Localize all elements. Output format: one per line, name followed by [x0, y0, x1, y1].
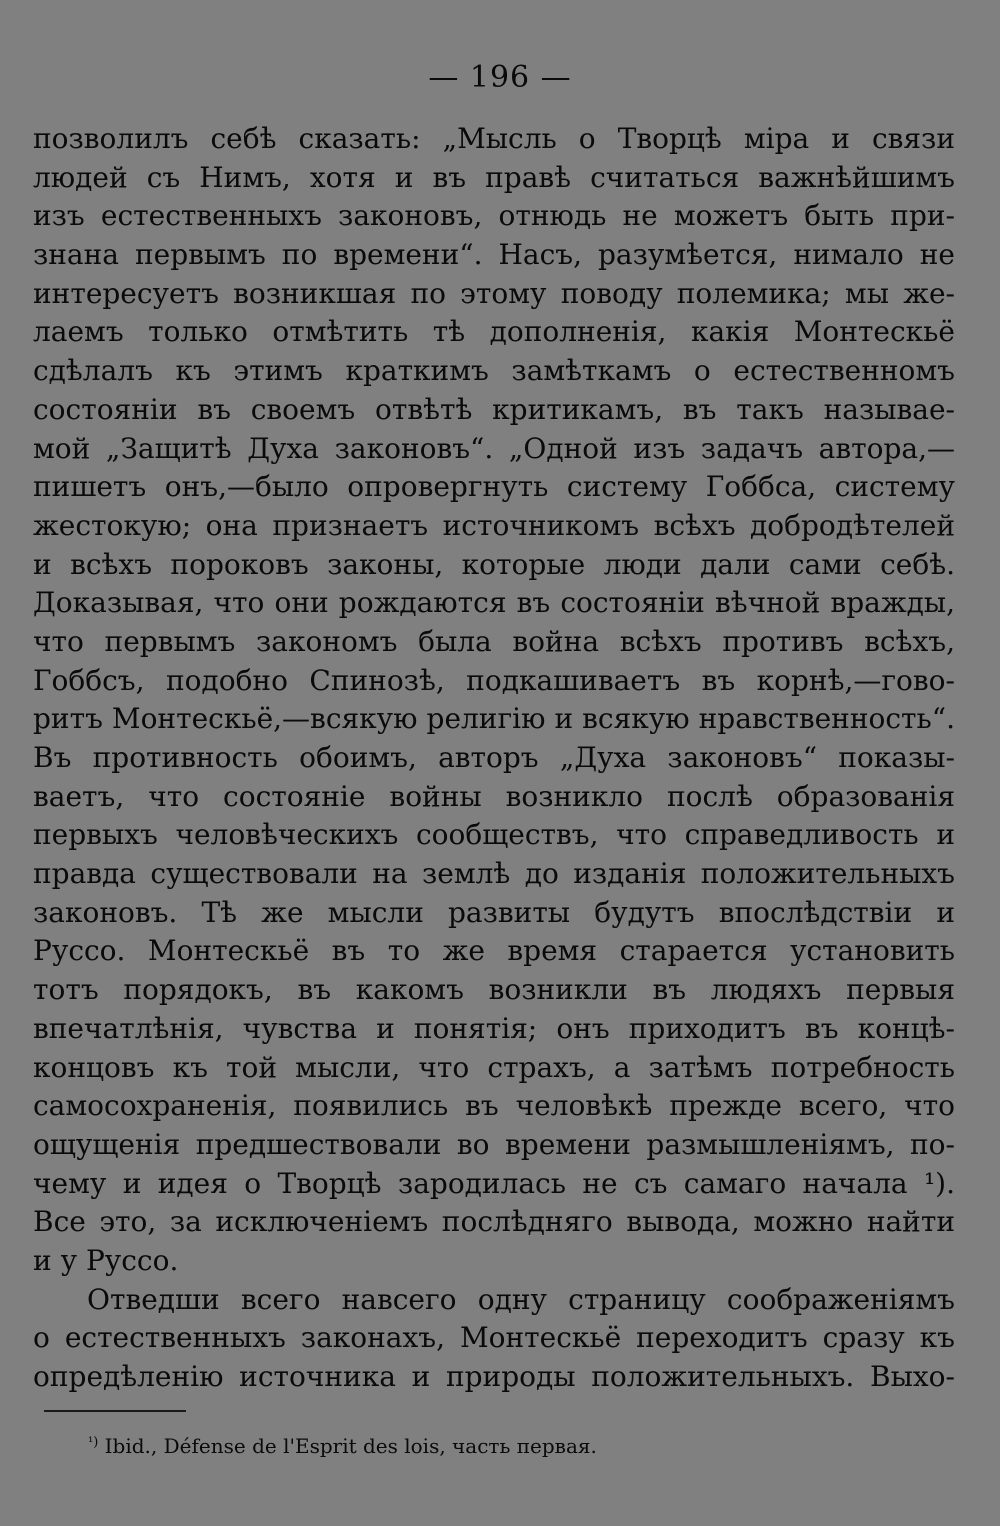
text-line: изъ естественныхъ законовъ, отнюдь не можетъ быть при-: [33, 199, 955, 233]
text-line: опредѣленію источника и природы положительныхъ. Выхо-: [33, 1360, 955, 1393]
body-text: [33, 120, 955, 1397]
text-line: лаемъ только отмѣтить тѣ дополненія, какія Монтескьё: [33, 315, 955, 349]
text-line: и у Руссо.: [33, 1243, 179, 1277]
text-line: состояніи въ своемъ отвѣтѣ критикамъ, въ такъ называе-: [33, 392, 955, 426]
text-line: мой „Защитѣ Духа законовъ“. „Одной изъ задачъ автора,—: [33, 431, 955, 465]
text-line: Отведши всего навсего одну страницу соображеніямъ: [87, 1282, 955, 1316]
footnote-text: Ibid., Défense de l'Esprit des lois, часть первая.: [104, 1434, 597, 1458]
text-line: и всѣхъ пороковъ законы, которые люди дали сами себѣ.: [33, 547, 955, 581]
text-line: впечатлѣнія, чувства и понятія; онъ приходитъ въ концѣ-: [33, 1011, 955, 1045]
text-line: тотъ порядокъ, въ какомъ возникли въ людяхъ первыя: [33, 973, 955, 1007]
footnote: [88, 1428, 597, 1461]
text-line: концовъ къ той мысли, что страхъ, а затѣмъ потребность: [33, 1050, 955, 1084]
text-line: Все это, за исключеніемъ послѣдняго вывода, можно найти: [33, 1205, 955, 1239]
text-line: позволилъ себѣ сказать: „Мысль о Творцѣ міра и связи: [33, 122, 955, 155]
text-line: знана первымъ по времени“. Насъ, разумѣется, нимало не: [33, 238, 955, 272]
text-line: правда существовали на землѣ до изданія положительныхъ: [33, 857, 955, 891]
text-line: первыхъ человѣческихъ сообществъ, что справедливость и: [33, 818, 955, 852]
text-line: чему и идея о Творцѣ зародилась не съ самаго начала ¹).: [33, 1166, 955, 1200]
text-line: людей съ Нимъ, хотя и въ правѣ считаться важнѣйшимъ: [33, 160, 955, 194]
text-line: ощущенія предшествовали во времени размышленіямъ, по-: [33, 1127, 955, 1161]
page-number: — 196 —: [428, 60, 572, 95]
footnote-divider: [44, 1410, 186, 1412]
paragraph-1: [33, 120, 955, 1281]
text-line: Гоббсъ, подобно Спинозѣ, подкашиваетъ въ корнѣ,—гово-: [33, 663, 955, 697]
text-line: самосохраненія, появились въ человѣкѣ прежде всего, что: [33, 1089, 955, 1123]
text-line: законовъ. Тѣ же мысли развиты будутъ впослѣдствіи и: [33, 895, 955, 929]
text-line: Руссо. Монтескьё въ то же время старается установить: [33, 934, 955, 968]
text-line: Въ противность обоимъ, авторъ „Духа законовъ“ показы-: [33, 741, 955, 774]
paragraph-2: [33, 1281, 955, 1397]
footnote-marker: ¹): [88, 1435, 99, 1450]
text-line: сдѣлалъ къ этимъ краткимъ замѣткамъ о естественномъ: [33, 354, 955, 388]
text-line: ваетъ, что состояніе войны возникло послѣ образованія: [33, 779, 955, 813]
text-line: о естественныхъ законахъ, Монтескьё переходитъ сразу къ: [33, 1321, 955, 1355]
text-line: интересуетъ возникшая по этому поводу полемика; мы же-: [33, 276, 955, 310]
text-line: пишетъ онъ,—было опровергнуть систему Гоббса, систему: [33, 470, 955, 504]
text-line: что первымъ закономъ была война всѣхъ противъ всѣхъ,: [33, 624, 955, 658]
text-line: Доказывая, что они рождаются въ состояніи вѣчной вражды,: [33, 586, 955, 620]
text-line: ритъ Монтескьё,—всякую религію и всякую нравственность“.: [33, 702, 955, 736]
text-line: жестокую; она признаетъ источникомъ всѣхъ добродѣтелей: [33, 508, 955, 542]
